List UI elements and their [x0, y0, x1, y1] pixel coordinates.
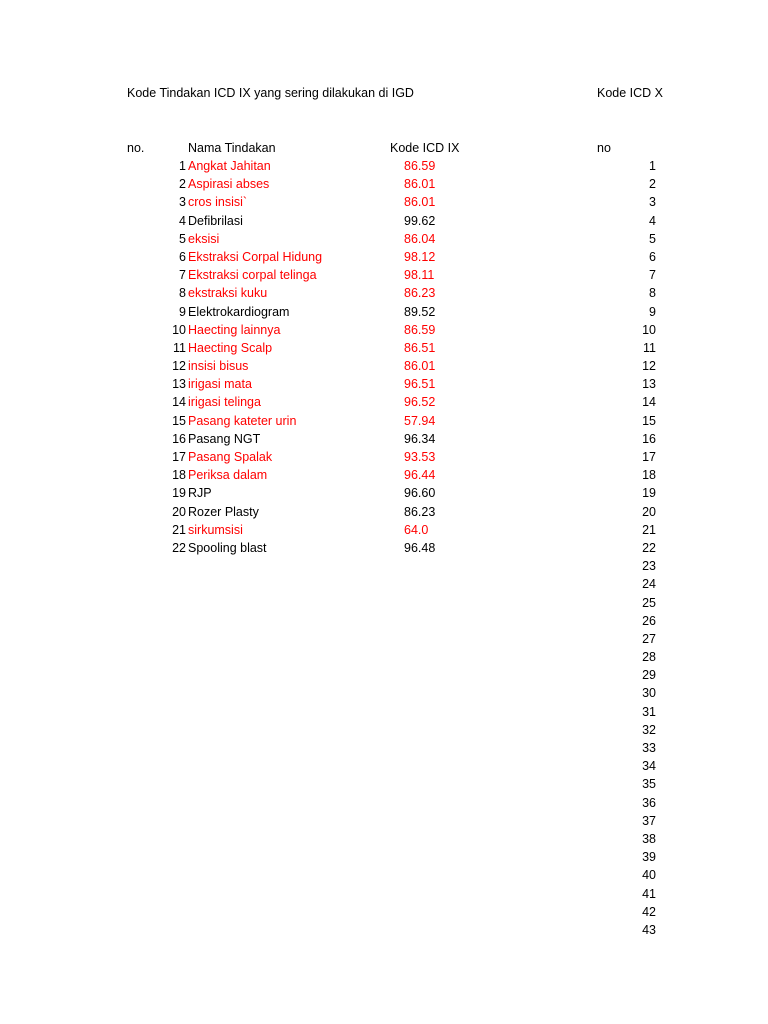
- row-nama-tindakan: Elektrokardiogram: [188, 304, 290, 319]
- row-number: 20: [172, 504, 186, 519]
- row-number: 5: [179, 231, 186, 246]
- right-row-number: 20: [642, 504, 656, 519]
- right-row-number: 10: [642, 322, 656, 337]
- row-number: 8: [179, 286, 186, 301]
- header-kode-icd-ix: Kode ICD IX: [390, 141, 460, 155]
- row-kode-icd: 86.23: [404, 286, 436, 301]
- row-number: 6: [179, 249, 186, 264]
- row-nama-tindakan: Pasang NGT: [188, 431, 261, 446]
- right-row-number: 6: [649, 249, 656, 264]
- table-row: [0, 484, 500, 502]
- row-number: 17: [172, 450, 186, 464]
- table-row: [0, 248, 500, 266]
- right-row-number: 2: [649, 177, 656, 192]
- row-kode-icd: 64.0: [404, 522, 429, 537]
- row-kode-icd: 57.94: [404, 413, 436, 428]
- right-row-number: 24: [642, 577, 656, 592]
- right-row-number: 25: [642, 595, 656, 610]
- right-row-number: 32: [642, 722, 656, 737]
- table-row: [0, 303, 500, 321]
- right-table-title: Kode ICD X: [597, 86, 664, 100]
- row-kode-icd: 96.44: [404, 468, 436, 483]
- right-row-number: 41: [642, 886, 656, 901]
- row-number: 2: [179, 177, 186, 192]
- table-row: [0, 393, 500, 411]
- right-row-number: 15: [642, 413, 656, 428]
- right-row-number: 18: [642, 468, 656, 483]
- row-number: 7: [179, 268, 186, 283]
- row-nama-tindakan: Periksa dalam: [188, 468, 268, 483]
- right-row-number: 38: [642, 831, 656, 846]
- row-number: 11: [173, 340, 186, 355]
- header-no: no.: [127, 141, 145, 155]
- right-row-number: 43: [642, 922, 656, 937]
- right-row-number: 12: [642, 359, 656, 374]
- row-nama-tindakan: Ekstraksi Corpal Hidung: [188, 249, 323, 264]
- table-row: [0, 212, 500, 230]
- row-kode-icd: 99.62: [404, 213, 436, 228]
- row-number: 9: [179, 304, 186, 319]
- row-number: 13: [172, 377, 186, 392]
- right-row-number: 4: [649, 213, 656, 228]
- table-row: [0, 339, 500, 357]
- table-row: [0, 284, 500, 302]
- row-number: 12: [172, 359, 186, 374]
- row-nama-tindakan: eksisi: [188, 231, 220, 246]
- row-kode-icd: 86.59: [404, 322, 436, 337]
- row-nama-tindakan: Haecting Scalp: [188, 340, 273, 355]
- row-nama-tindakan: Ekstraksi corpal telinga: [188, 268, 317, 283]
- right-row-number: 16: [642, 431, 656, 446]
- row-number: 18: [172, 468, 186, 483]
- table-row: [0, 375, 500, 393]
- row-nama-tindakan: RJP: [188, 486, 212, 501]
- table-row: [0, 266, 500, 284]
- right-row-number: 34: [642, 759, 656, 774]
- row-kode-icd: 89.52: [404, 304, 436, 319]
- row-nama-tindakan: sirkumsisi: [188, 522, 243, 537]
- right-row-number: 23: [642, 559, 656, 574]
- right-number-column: [600, 157, 656, 939]
- table-row: [0, 193, 500, 211]
- table-row: [0, 503, 500, 521]
- row-nama-tindakan: ekstraksi kuku: [188, 286, 268, 301]
- right-row-number: 3: [649, 195, 656, 210]
- row-nama-tindakan: irigasi telinga: [188, 395, 261, 410]
- right-row-number: 11: [643, 340, 656, 355]
- right-row-number: 39: [642, 850, 656, 865]
- row-kode-icd: 86.59: [404, 159, 436, 173]
- right-row-number: 42: [642, 904, 656, 919]
- right-row-number: 40: [642, 868, 656, 883]
- table-row: [0, 521, 500, 539]
- page-title: Kode Tindakan ICD IX yang sering dilakukan di IGD: [127, 86, 414, 100]
- row-nama-tindakan: Haecting lainnya: [188, 322, 281, 337]
- row-kode-icd: 86.51: [404, 340, 436, 355]
- header-nama-tindakan: Nama Tindakan: [188, 141, 276, 155]
- row-number: 10: [172, 322, 186, 337]
- right-row-number: 8: [649, 286, 656, 301]
- row-kode-icd: 86.23: [404, 504, 436, 519]
- right-row-number: 28: [642, 650, 656, 665]
- row-nama-tindakan: Aspirasi abses: [188, 177, 270, 192]
- right-row-number: 37: [642, 813, 656, 828]
- table-row: [0, 321, 500, 339]
- right-row-number: 30: [642, 686, 656, 701]
- right-row-number: 17: [642, 450, 656, 464]
- table-row: [0, 448, 500, 466]
- right-row-number: 1: [649, 159, 656, 173]
- table-row: [0, 539, 500, 557]
- right-row-number: 14: [642, 395, 656, 410]
- row-nama-tindakan: Pasang Spalak: [188, 450, 273, 464]
- right-row-number: 7: [649, 268, 656, 283]
- row-number: 3: [179, 195, 186, 210]
- row-nama-tindakan: Rozer Plasty: [188, 504, 259, 519]
- right-row-number: 9: [649, 304, 656, 319]
- row-number: 16: [172, 431, 186, 446]
- table-row: [0, 466, 500, 484]
- row-kode-icd: 96.34: [404, 431, 436, 446]
- tindakan-table: [0, 157, 500, 557]
- row-kode-icd: 96.52: [404, 395, 436, 410]
- row-nama-tindakan: irigasi mata: [188, 377, 252, 392]
- right-row-number: 26: [642, 613, 656, 628]
- row-nama-tindakan: Spooling blast: [188, 540, 267, 555]
- right-row-number: 21: [642, 522, 656, 537]
- row-nama-tindakan: Defibrilasi: [188, 213, 243, 228]
- table-row: [0, 230, 500, 248]
- row-number: 15: [172, 413, 186, 428]
- row-kode-icd: 86.01: [404, 177, 436, 192]
- row-number: 22: [172, 540, 186, 555]
- row-number: 19: [172, 486, 186, 501]
- row-number: 14: [172, 395, 186, 410]
- row-nama-tindakan: insisi bisus: [188, 359, 249, 374]
- row-nama-tindakan: Angkat Jahitan: [188, 159, 271, 173]
- right-row-number: 13: [642, 377, 656, 392]
- table-row: [0, 357, 500, 375]
- row-kode-icd: 86.01: [404, 359, 436, 374]
- table-row: [0, 175, 500, 193]
- row-nama-tindakan: cros insisi`: [188, 195, 248, 210]
- table-row: [0, 157, 500, 175]
- row-number: 1: [179, 159, 186, 173]
- table-row: [0, 412, 500, 430]
- row-kode-icd: 96.51: [404, 377, 436, 392]
- right-row-number: 5: [649, 231, 656, 246]
- row-kode-icd: 86.04: [404, 231, 436, 246]
- header-no-right: no: [597, 141, 611, 155]
- row-kode-icd: 93.53: [404, 450, 436, 464]
- right-row-number: 29: [642, 668, 656, 683]
- row-number: 4: [179, 213, 186, 228]
- right-row-number: 19: [642, 486, 656, 501]
- right-row-number: 22: [642, 540, 656, 555]
- row-kode-icd: 86.01: [404, 195, 436, 210]
- table-row: [0, 430, 500, 448]
- row-kode-icd: 96.48: [404, 540, 436, 555]
- right-row-number: 33: [642, 741, 656, 755]
- right-row-number: 31: [642, 704, 656, 719]
- row-kode-icd: 98.11: [404, 268, 435, 283]
- right-row-number: 36: [642, 795, 656, 810]
- right-row-number: 35: [642, 777, 656, 792]
- row-kode-icd: 98.12: [404, 249, 436, 264]
- row-nama-tindakan: Pasang kateter urin: [188, 413, 297, 428]
- row-kode-icd: 96.60: [404, 486, 436, 501]
- right-row-number: 27: [642, 631, 656, 646]
- row-number: 21: [172, 522, 186, 537]
